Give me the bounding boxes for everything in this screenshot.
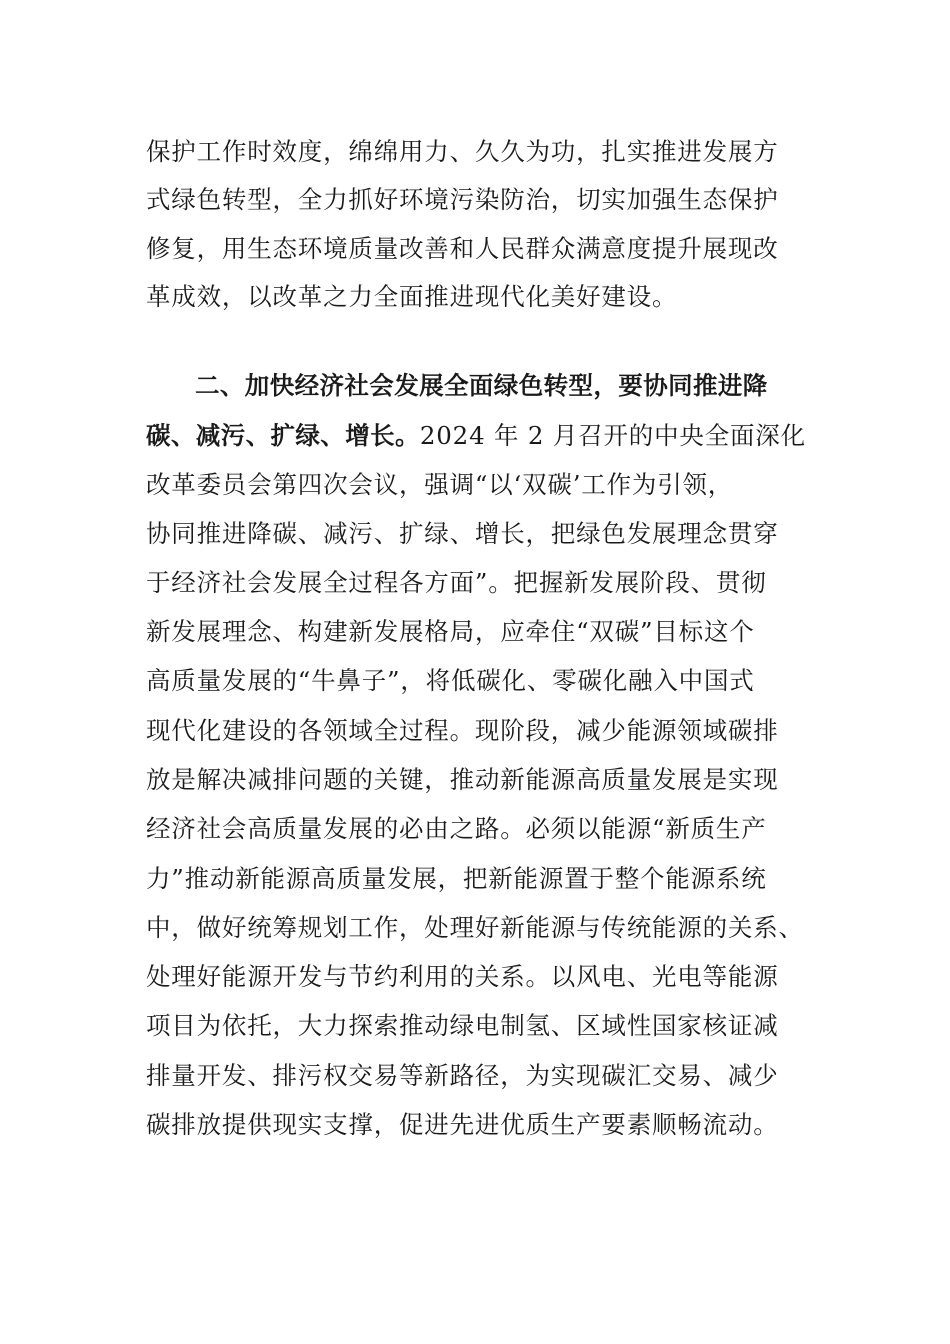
section-2-body-line-12: 项目为依托，大力探索推动绿电制氢、区域性国家核证减 xyxy=(146,1011,779,1040)
section-2-body-line-7: 放是解决减排问题的关键，推动新能源高质量发展是实现 xyxy=(146,765,779,794)
paragraph-1-line-3: 修复，用生态环境质量改善和人民群众满意度提升展现改 xyxy=(146,234,779,263)
section-2-heading-line-1: 二、加快经济社会发展全面绿色转型，要协同推进降 xyxy=(195,371,768,400)
section-2-body-line-5: 高质量发展的“牛鼻子”，将低碳化、零碳化融入中国式 xyxy=(146,666,755,695)
section-2-body-line-13: 排量开发、排污权交易等新路径，为实现碳汇交易、减少 xyxy=(146,1061,779,1090)
paragraph-1-line-1: 保护工作时效度，绵绵用力、久久为功，扎实推进发展方 xyxy=(146,137,779,166)
section-2-body-line-1: 改革委员会第四次会议，强调“以‘双碳’工作为引领， xyxy=(146,470,734,499)
section-2-body-line-2: 协同推进降碳、减污、扩绿、增长，把绿色发展理念贯穿 xyxy=(146,519,779,548)
section-2-body-line-11: 处理好能源开发与节约利用的关系。以风电、光电等能源 xyxy=(146,962,779,991)
section-2-body-line-4: 新发展理念、构建新发展格局，应牵住“双碳”目标这个 xyxy=(146,617,755,646)
paragraph-1-line-2: 式绿色转型，全力抓好环境污染防治，切实加强生态保护 xyxy=(146,185,779,214)
section-2-heading-line-2: 碳、减污、扩绿、增长。 xyxy=(146,421,420,450)
section-2-body-line-3: 于经济社会发展全过程各方面”。把握新发展阶段、贯彻 xyxy=(146,568,767,597)
section-2-body-line-10: 中，做好统筹规划工作，处理好新能源与传统能源的关系、 xyxy=(146,913,804,942)
section-2-body-line-8: 经济社会高质量发展的必由之路。必须以能源“新质生产 xyxy=(146,814,767,843)
section-2-body-line-14: 碳排放提供现实支撑，促进先进优质生产要素顺畅流动。 xyxy=(146,1110,779,1139)
section-2-line-2-text: 2024 年 2 月召开的中央全面深化 xyxy=(419,421,806,450)
paragraph-1-line-4: 革成效，以改革之力全面推进现代化美好建设。 xyxy=(146,282,678,311)
section-2-line-2 xyxy=(146,414,806,458)
section-2-body-line-6: 现代化建设的各领域全过程。现阶段，减少能源领域碳排 xyxy=(146,716,779,745)
section-2-body-line-9: 力”推动新能源高质量发展，把新能源置于整个能源系统 xyxy=(146,864,767,893)
